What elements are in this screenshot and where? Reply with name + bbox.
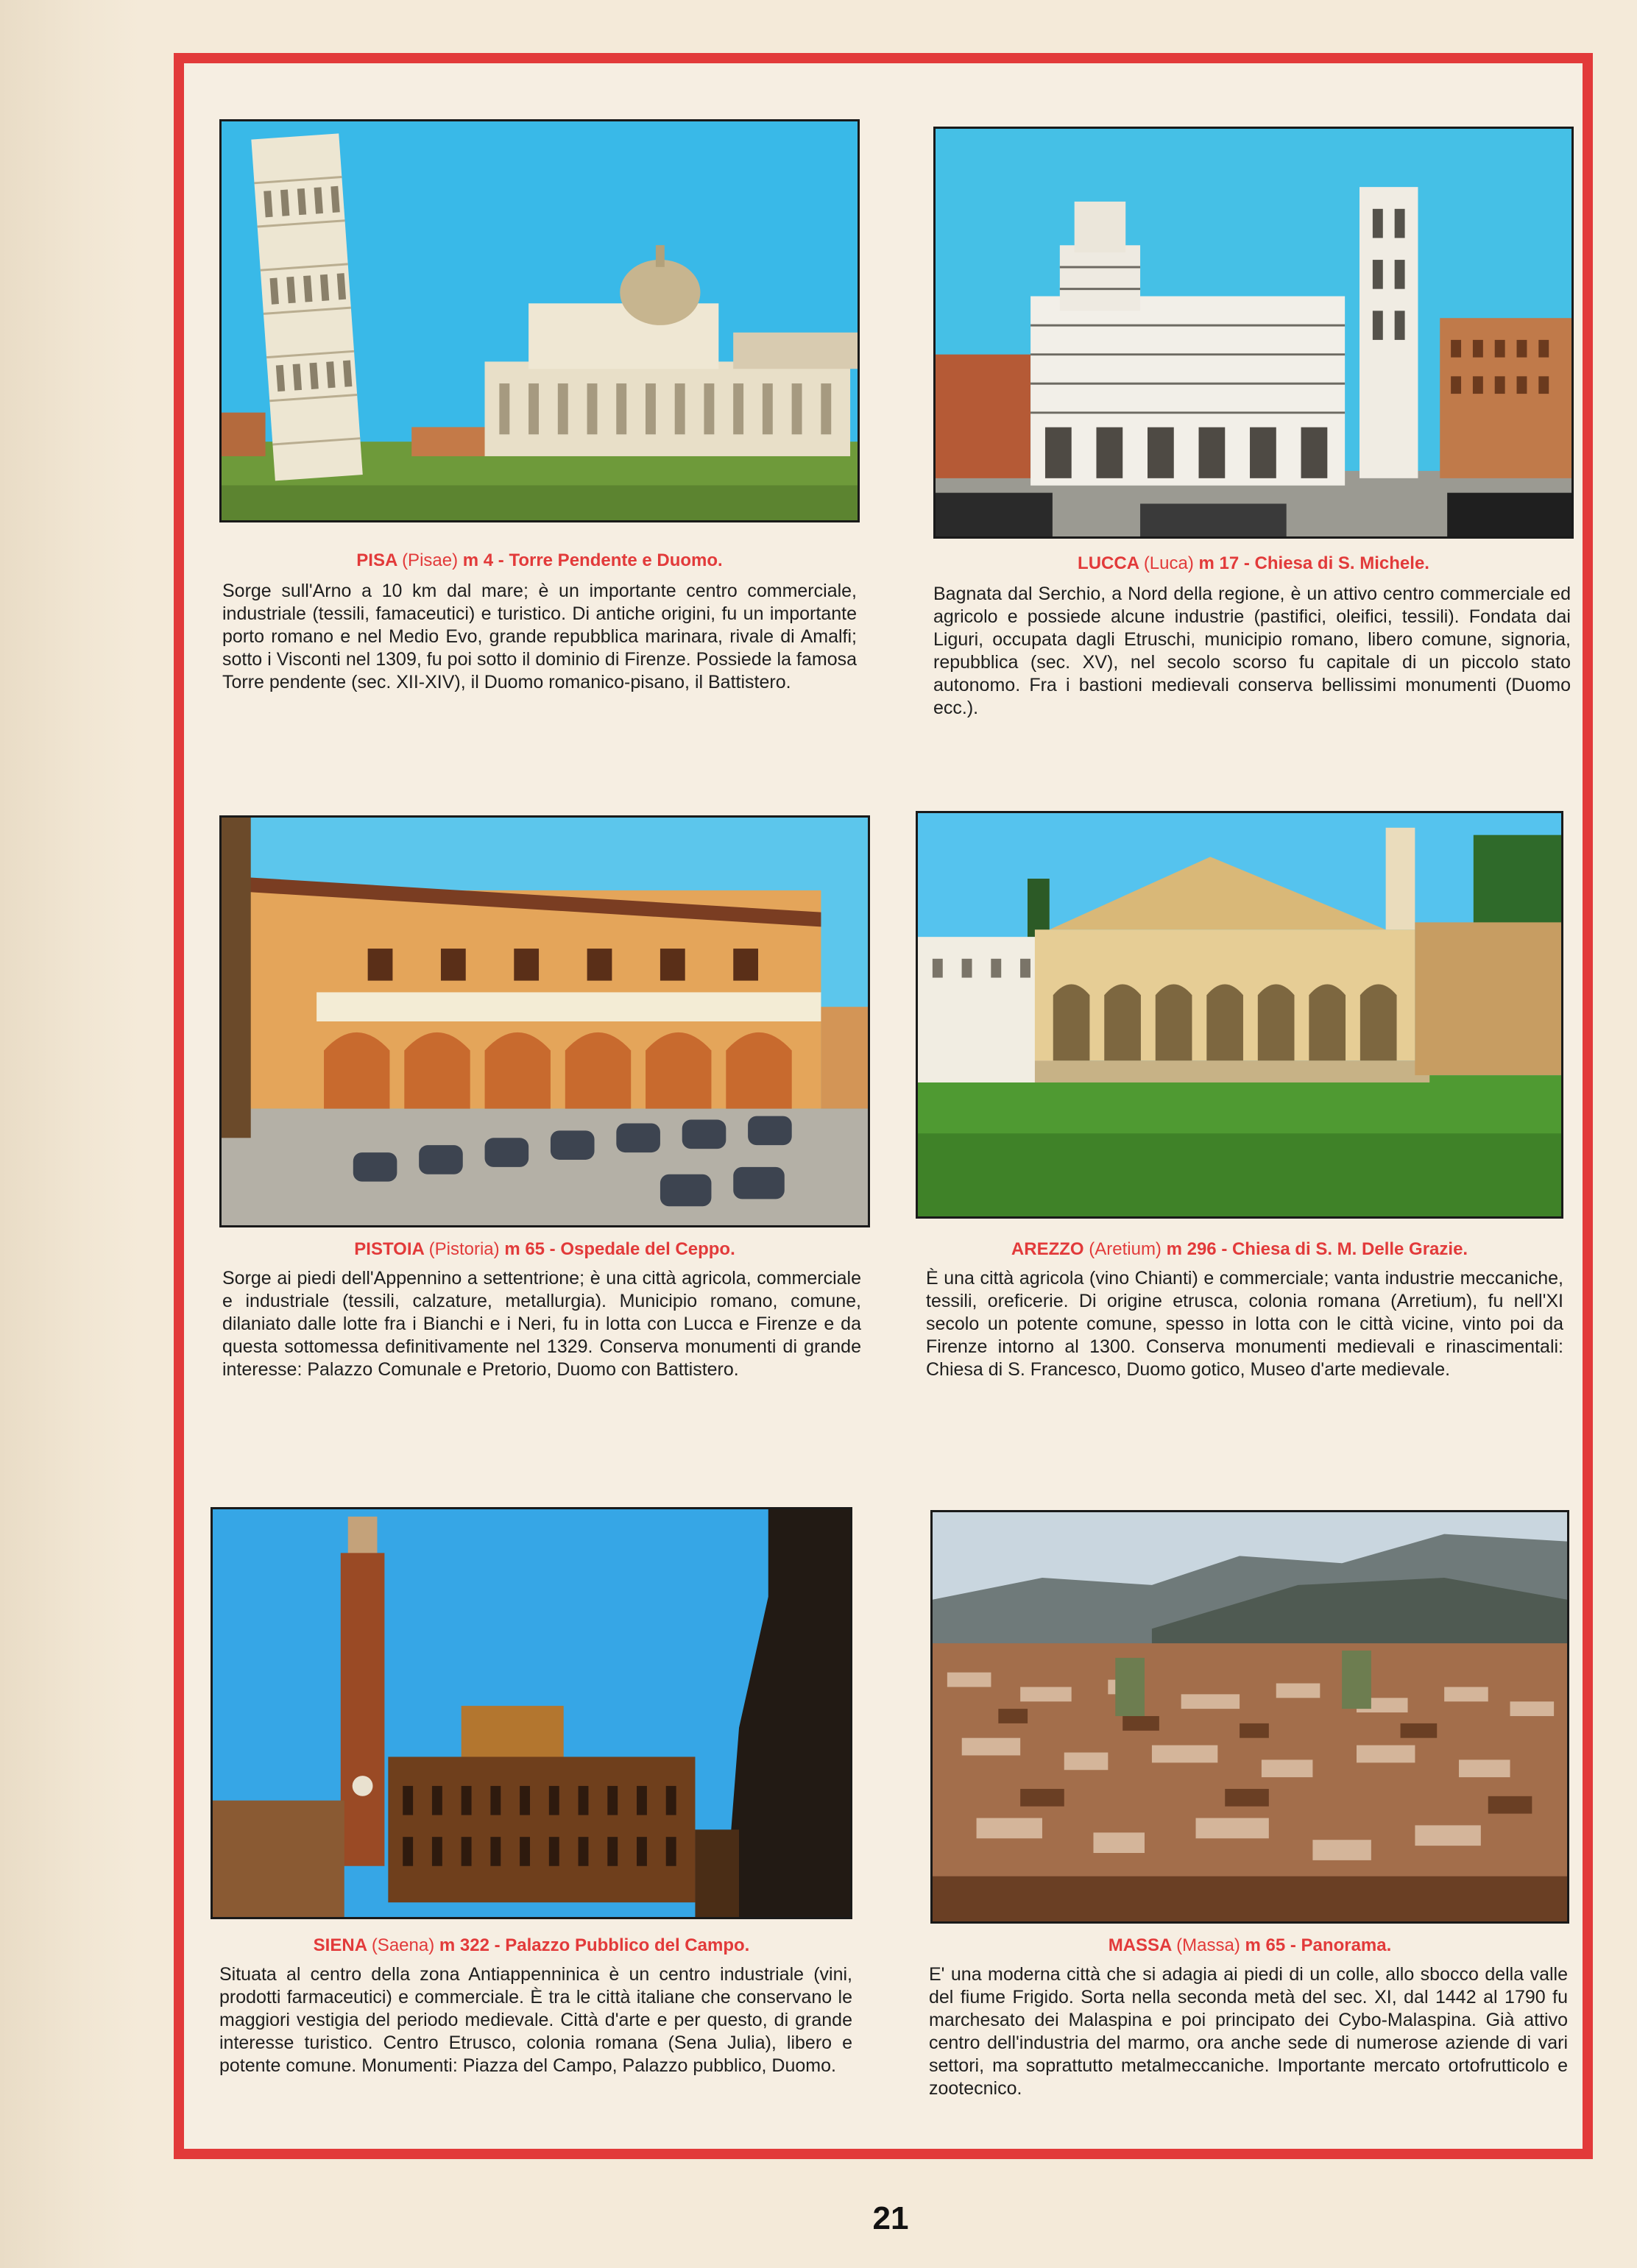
photo-siena <box>211 1507 852 1919</box>
caption-lucca <box>933 553 1574 574</box>
description-pisa: Sorge sull'Arno a 10 km dal mare; è un importante centro commerciale, industriale (tessili, famaceutici) e turistico. Di antiche origini, fu un importante porto romano e nel Medio Evo, grande repubblica marinara, rivale di Amalfi; sotto i Visconti nel 1309, fu poi sotto il dominio di Firenze. Possiede la famosa Torre pendente (sec. XII-XIV), il Duomo romanico-pisano, il Battistero. <box>222 581 857 692</box>
city-name: PISTOIA <box>354 1239 424 1259</box>
description-arezzo: È una città agricola (vino Chianti) e commerciale; vanta industrie meccaniche, tessili, oreficerie. Di origine etrusca, colonia romana (Arretium), fu nell'XI secolo un potente comune, spesso in lotta con le città vicine, vinto poi da Firenze intorno al 1300. Conserva monumenti medievali e rinascimentali: Chiesa di S. Francesco, Duomo gotico, Museo d'arte medievale. <box>926 1268 1563 1380</box>
latin-name: (Pistoria) <box>428 1239 500 1259</box>
photo-pisa <box>219 119 860 522</box>
caption-detail: m 65 - Ospedale del Ceppo. <box>504 1239 735 1259</box>
city-name: AREZZO <box>1011 1239 1084 1259</box>
city-name: PISA <box>356 550 397 570</box>
caption-pisa <box>219 550 860 571</box>
description-pistoia: Sorge ai piedi dell'Appennino a settentrione; è una città agricola, commerciale e industriale (tessili, calzature, metallurgia). Municipio romano, comune, dilaniato dalle lotte fra i Bianchi e i Neri, fu in lotta con Lucca e Firenze e da questa sottomessa definitivamente nel 1329. Conserva monumenti di grande interesse: Palazzo Comunale e Pretorio, Duomo con Battistero. <box>222 1268 861 1380</box>
city-name: MASSA <box>1108 1935 1172 1955</box>
photo-massa <box>930 1510 1569 1924</box>
latin-name: (Massa) <box>1176 1935 1240 1955</box>
city-name: LUCCA <box>1078 553 1139 573</box>
latin-name: (Pisae) <box>402 550 459 570</box>
caption-arezzo <box>916 1239 1563 1260</box>
caption-detail: m 17 - Chiesa di S. Michele. <box>1198 553 1429 573</box>
description-lucca: Bagnata dal Serchio, a Nord della regione, è un attivo centro commerciale ed agricolo e possiede alcune industrie (pastifici, oleifici, tessili). Fondata dai Liguri, occupata dagli Etruschi, municipio romano, libero comune, signoria, repubblica (sec. XV), nel secolo scorso fu capitale di un piccolo stato autonomo. Fra i bastioni medievali conserva bellissimi monumenti (Duomo ecc.). <box>933 584 1571 718</box>
paper-left-edge <box>0 0 140 2268</box>
latin-name: (Saena) <box>371 1935 435 1955</box>
caption-detail: m 296 - Chiesa di S. M. Delle Grazie. <box>1166 1239 1468 1259</box>
photo-arezzo <box>916 811 1563 1219</box>
photo-lucca <box>933 127 1574 539</box>
photo-pistoia <box>219 815 870 1227</box>
page-number: 21 <box>872 2200 909 2236</box>
latin-name: (Aretium) <box>1089 1239 1162 1259</box>
caption-siena <box>211 1935 852 1956</box>
description-siena: Situata al centro della zona Antiappenninica è un centro industriale (vini, prodotti farmaceutici) e commerciale. È tra le città italiane che conservano le maggiori vestigia del periodo medievale. Città d'arte e per questo, di grande interesse turistico. Centro Etrusco, colonia romana (Sena Julia), libero e potente comune. Monumenti: Piazza del Campo, Palazzo pubblico, Duomo. <box>219 1964 852 2076</box>
caption-detail: m 4 - Torre Pendente e Duomo. <box>462 550 723 570</box>
description-massa: E' una moderna città che si adagia ai piedi di un colle, allo sbocco della valle del fiume Frigido. Sorta nella seconda metà del sec. XI, dal 1442 al 1790 fu marchesato dei Malaspina e poi principato dei Cybo-Malaspina. Già attivo centro dell'industria del marmo, ora anche sede di numerose aziende di vari settori, ma soprattutto metalmeccaniche. Importante mercato ortofrutticolo e zootecnico. <box>929 1964 1568 2099</box>
caption-pistoia <box>219 1239 870 1260</box>
city-name: SIENA <box>313 1935 367 1955</box>
caption-detail: m 322 - Palazzo Pubblico del Campo. <box>439 1935 750 1955</box>
caption-detail: m 65 - Panorama. <box>1245 1935 1392 1955</box>
latin-name: (Luca) <box>1143 553 1194 573</box>
caption-massa <box>930 1935 1569 1956</box>
